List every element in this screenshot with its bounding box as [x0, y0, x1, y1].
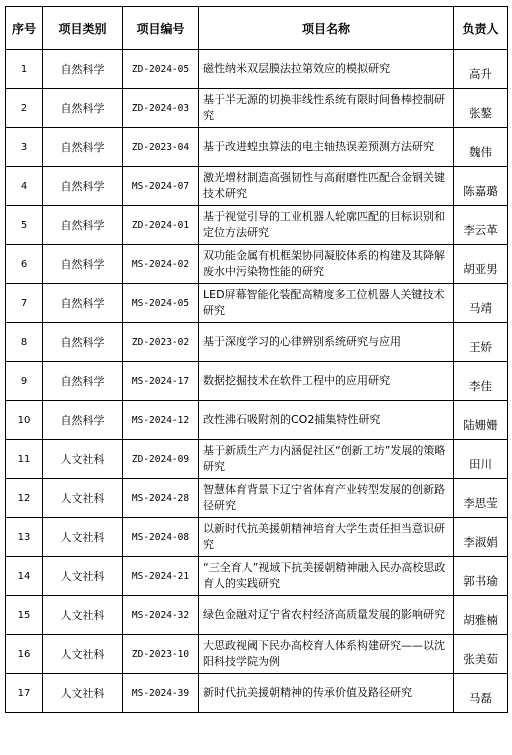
row-number: 1	[6, 50, 43, 89]
row-owner: 陈嘉璐	[454, 167, 508, 206]
row-owner: 李思莹	[454, 479, 508, 518]
row-code: MS-2024-07	[123, 167, 199, 206]
table-row	[6, 206, 508, 245]
row-project-name: 智慧体育背景下辽宁省体育产业转型发展的创新路径研究	[199, 479, 454, 518]
row-code: MS-2024-12	[123, 401, 199, 440]
row-code: ZD-2023-10	[123, 635, 199, 674]
table-row	[6, 440, 508, 479]
row-owner: 张美茹	[454, 635, 508, 674]
row-owner: 张鏊	[454, 89, 508, 128]
row-number: 3	[6, 128, 43, 167]
row-category: 自然科学	[43, 323, 123, 362]
row-code: MS-2024-39	[123, 674, 199, 713]
row-project-name: 绿色金融对辽宁省农村经济高质量发展的影响研究	[199, 596, 454, 635]
row-owner: 魏伟	[454, 128, 508, 167]
table-row	[6, 128, 508, 167]
row-number: 2	[6, 89, 43, 128]
table-row	[6, 479, 508, 518]
header-no: 序号	[6, 7, 43, 50]
table-row	[6, 245, 508, 284]
row-category: 人文社科	[43, 596, 123, 635]
row-owner: 田川	[454, 440, 508, 479]
row-category: 自然科学	[43, 206, 123, 245]
row-number: 7	[6, 284, 43, 323]
table-row	[6, 323, 508, 362]
row-category: 自然科学	[43, 362, 123, 401]
row-category: 人文社科	[43, 518, 123, 557]
row-category: 自然科学	[43, 89, 123, 128]
row-owner: 胡亚男	[454, 245, 508, 284]
table-row	[6, 50, 508, 89]
row-number: 15	[6, 596, 43, 635]
row-project-name: 磁性纳米双层膜法拉第效应的模拟研究	[199, 50, 454, 89]
row-number: 17	[6, 674, 43, 713]
row-number: 4	[6, 167, 43, 206]
project-table	[5, 6, 508, 713]
table-row	[6, 674, 508, 713]
row-category: 自然科学	[43, 245, 123, 284]
row-category: 自然科学	[43, 50, 123, 89]
table-row	[6, 167, 508, 206]
row-number: 14	[6, 557, 43, 596]
row-category: 人文社科	[43, 479, 123, 518]
table-row	[6, 284, 508, 323]
row-code: ZD-2024-01	[123, 206, 199, 245]
row-owner: 李佳	[454, 362, 508, 401]
row-project-name: 双功能金属有机框架协同凝胶体系的构建及其降解废水中污染物性能的研究	[199, 245, 454, 284]
row-number: 10	[6, 401, 43, 440]
row-owner: 马靖	[454, 284, 508, 323]
row-project-name: 大思政视阈下民办高校育人体系构建研究——以沈阳科技学院为例	[199, 635, 454, 674]
header-category: 项目类别	[43, 7, 123, 50]
row-category: 人文社科	[43, 557, 123, 596]
header-name: 项目名称	[199, 7, 454, 50]
row-owner: 高升	[454, 50, 508, 89]
row-owner: 王娇	[454, 323, 508, 362]
row-number: 5	[6, 206, 43, 245]
row-project-name: 基于新质生产力内涵促社区“创新工坊”发展的策略研究	[199, 440, 454, 479]
row-project-name: LED屏幕智能化装配高精度多工位机器人关键技术研究	[199, 284, 454, 323]
row-owner: 马磊	[454, 674, 508, 713]
row-project-name: 基于视觉引导的工业机器人轮廓匹配的目标识别和定位方法研究	[199, 206, 454, 245]
row-code: ZD-2024-09	[123, 440, 199, 479]
row-project-name: 基于半无源的切换非线性系统有限时间鲁棒控制研究	[199, 89, 454, 128]
row-project-name: “三全育人”视域下抗美援朝精神融入民办高校思政育人的实践研究	[199, 557, 454, 596]
table-row	[6, 557, 508, 596]
row-code: ZD-2023-04	[123, 128, 199, 167]
row-category: 自然科学	[43, 167, 123, 206]
row-project-name: 数据挖掘技术在软件工程中的应用研究	[199, 362, 454, 401]
row-code: ZD-2023-02	[123, 323, 199, 362]
row-owner: 胡雅楠	[454, 596, 508, 635]
row-project-name: 激光增材制造高强韧性与高耐磨性匹配合金钢关键技术研究	[199, 167, 454, 206]
table-row	[6, 518, 508, 557]
table-row	[6, 362, 508, 401]
row-code: MS-2024-28	[123, 479, 199, 518]
row-code: MS-2024-21	[123, 557, 199, 596]
row-code: MS-2024-08	[123, 518, 199, 557]
table-row	[6, 89, 508, 128]
row-code: ZD-2024-05	[123, 50, 199, 89]
header-code: 项目编号	[123, 7, 199, 50]
row-owner: 李云革	[454, 206, 508, 245]
row-code: MS-2024-05	[123, 284, 199, 323]
row-code: MS-2024-02	[123, 245, 199, 284]
row-number: 9	[6, 362, 43, 401]
row-category: 自然科学	[43, 401, 123, 440]
table-row	[6, 596, 508, 635]
row-category: 自然科学	[43, 128, 123, 167]
row-code: MS-2024-32	[123, 596, 199, 635]
row-category: 自然科学	[43, 284, 123, 323]
row-number: 12	[6, 479, 43, 518]
row-owner: 郭书瑜	[454, 557, 508, 596]
header-owner: 负责人	[454, 7, 508, 50]
table-header-row	[6, 7, 508, 50]
row-number: 8	[6, 323, 43, 362]
row-project-name: 改性沸石吸附剂的CO2捕集特性研究	[199, 401, 454, 440]
row-category: 人文社科	[43, 635, 123, 674]
row-category: 人文社科	[43, 440, 123, 479]
row-category: 人文社科	[43, 674, 123, 713]
row-number: 13	[6, 518, 43, 557]
row-number: 11	[6, 440, 43, 479]
row-code: MS-2024-17	[123, 362, 199, 401]
row-code: ZD-2024-03	[123, 89, 199, 128]
row-owner: 陆姗姗	[454, 401, 508, 440]
row-project-name: 基于深度学习的心律辨别系统研究与应用	[199, 323, 454, 362]
row-project-name: 基于改进蝗虫算法的电主轴热误差预测方法研究	[199, 128, 454, 167]
row-owner: 李淑娟	[454, 518, 508, 557]
table-row	[6, 635, 508, 674]
row-number: 16	[6, 635, 43, 674]
table-row	[6, 401, 508, 440]
row-project-name: 以新时代抗美援朝精神培育大学生责任担当意识研究	[199, 518, 454, 557]
row-project-name: 新时代抗美援朝精神的传承价值及路径研究	[199, 674, 454, 713]
row-number: 6	[6, 245, 43, 284]
